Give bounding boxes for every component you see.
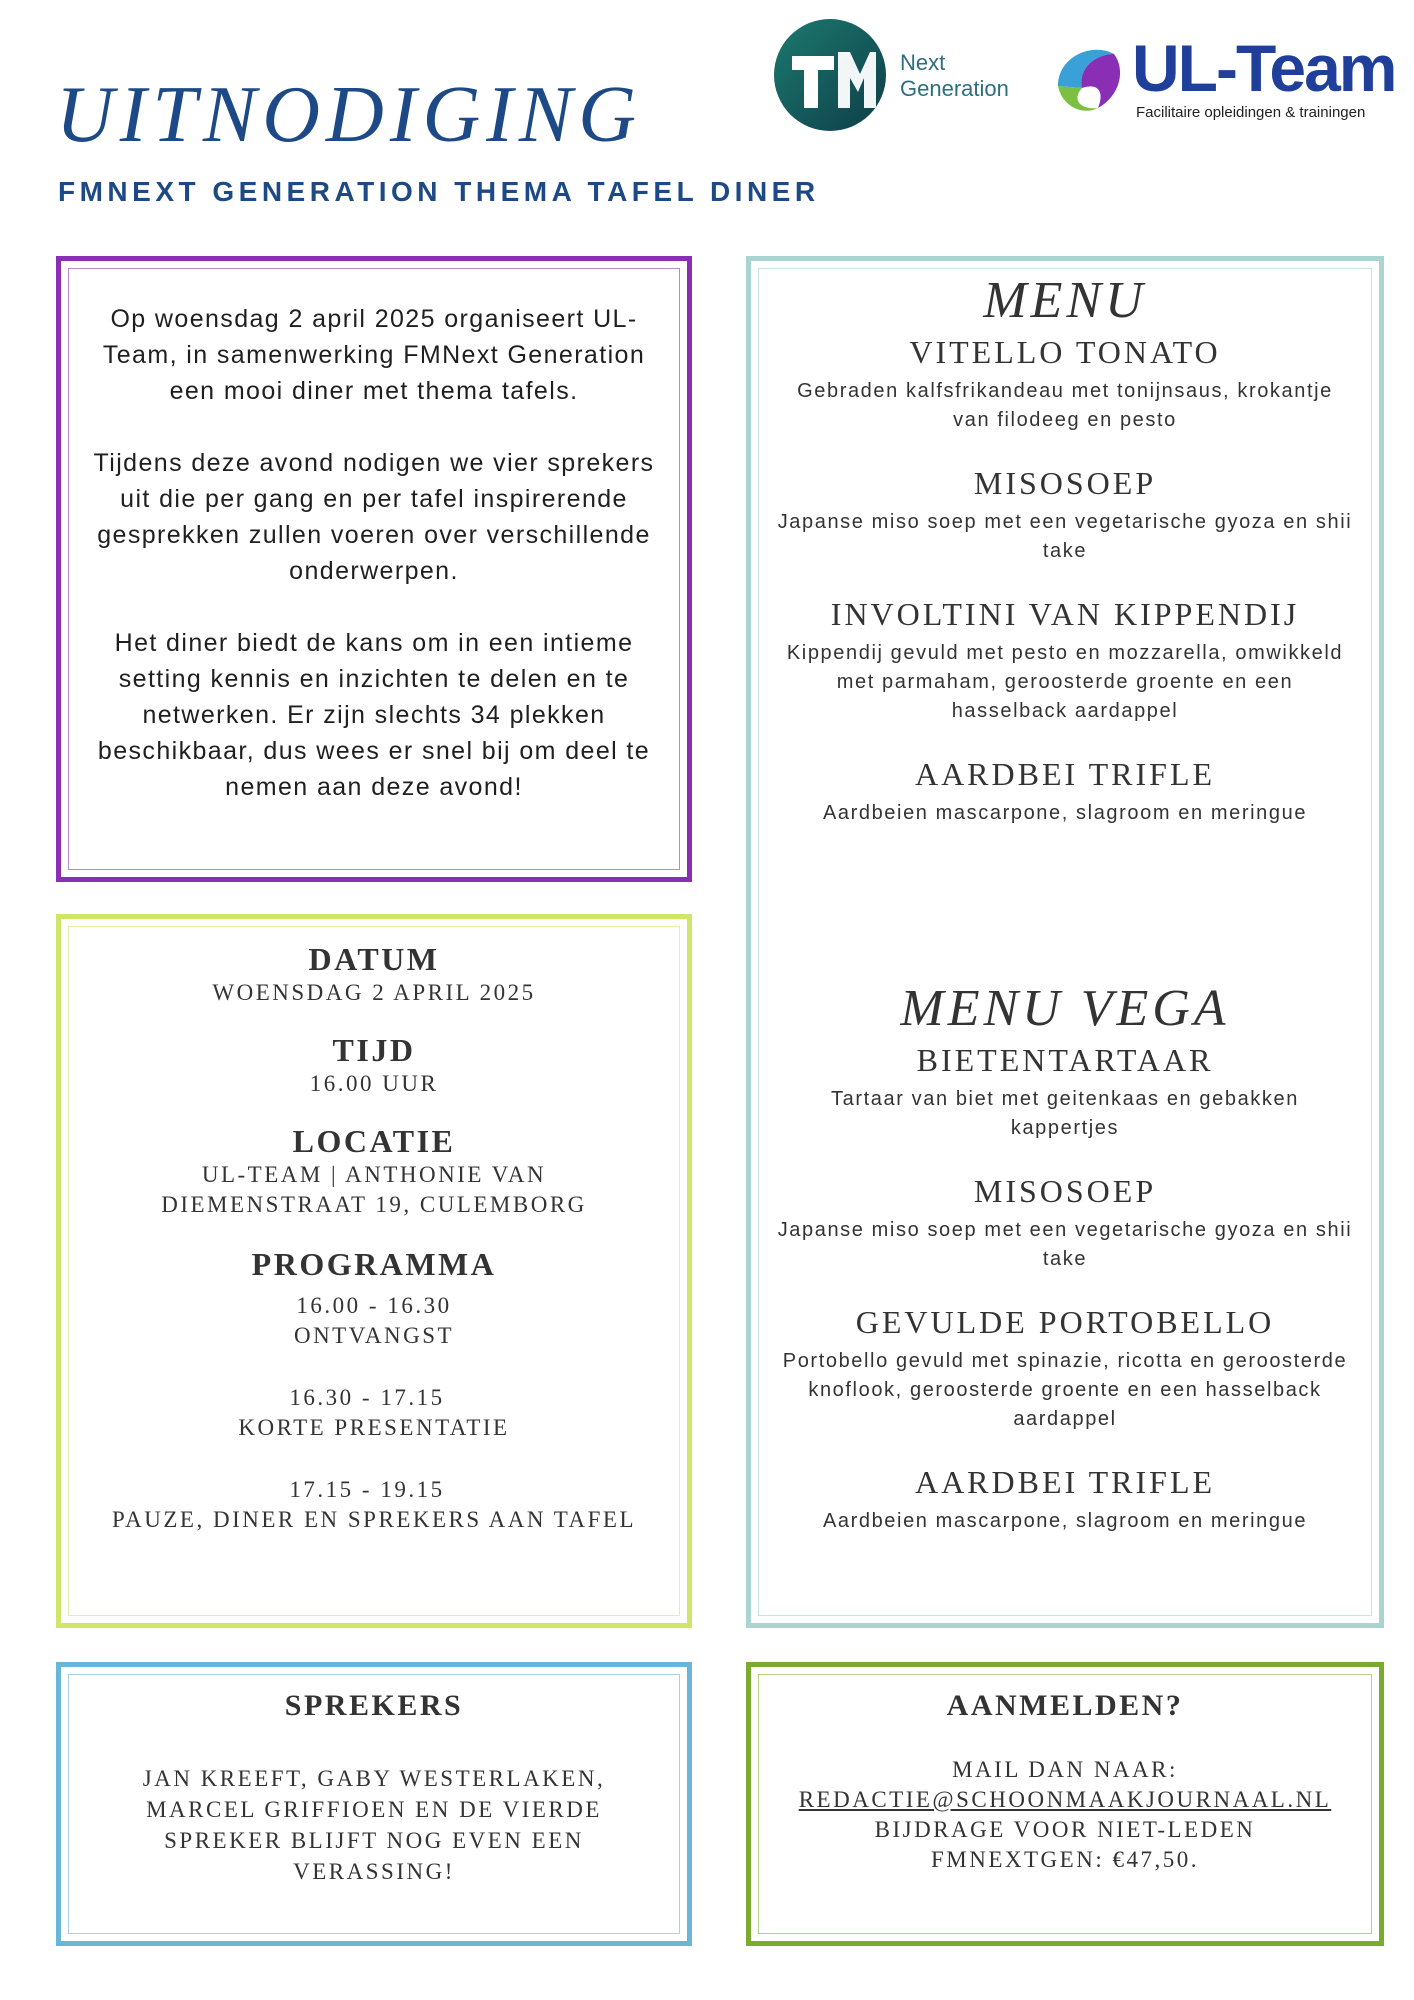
menu-vega-dish-desc: Japanse miso soep met een vegetarische gyoza en shii take [777, 1219, 1353, 1270]
menu-dish-name: VITELLO TONATO [909, 334, 1221, 370]
programma-label: PROGRAMMA [251, 1246, 497, 1282]
menu-vega-dish-desc: Aardbeien mascarpone, slagroom en meringue [822, 1510, 1308, 1532]
page-subtitle: FMNEXT GENERATION THEMA TAFEL DINER [58, 176, 820, 207]
event-info-content [61, 941, 687, 1535]
menu-vega-dish-name: GEVULDE PORTOBELLO [855, 1304, 1275, 1340]
menu-vega-dish-desc: Tartaar van biet met geitenkaas en gebakken kappertjes [831, 1088, 1299, 1139]
fm-logo-line1: Next [900, 50, 946, 75]
fm-next-generation-logo [772, 16, 1012, 134]
ul-team-tagline: Facilitaire opleidingen & trainingen [1136, 104, 1366, 121]
menu-vega-dish-name: MISOSOEP [973, 1173, 1157, 1209]
menu-dish-name: INVOLTINI VAN KIPPENDIJ [830, 596, 1300, 632]
intro-box [56, 256, 692, 882]
programma-time: 16.00 - 16.30 [296, 1293, 452, 1318]
menu-vega-dish-desc: Portobello gevuld met spinazie, ricotta en geroosterde knoflook, geroosterde groente en een hasselback aardappel [782, 1350, 1348, 1430]
fm-logo-mark-icon [772, 16, 892, 134]
aanmelden-line3: BIJDRAGE VOOR NIET-LEDEN [874, 1817, 1256, 1842]
fm-logo-text [900, 50, 1009, 102]
sprekers-content [61, 1689, 687, 1887]
menu-section [751, 271, 1379, 828]
menu-dish-desc: Gebraden kalfsfrikandeau met tonijnsaus, krokantje van filodeeg en pesto [797, 380, 1333, 431]
fm-logo-line2: Generation [900, 76, 1009, 101]
page-title: UITNODIGING [56, 71, 642, 159]
aanmelden-box [746, 1662, 1384, 1946]
sprekers-box [56, 1662, 692, 1946]
programma-time: 17.15 - 19.15 [289, 1477, 445, 1502]
sprekers-text: JAN KREEFT, GABY WESTERLAKEN, MARCEL GRIFFIOEN EN DE VIERDE SPREKER BLIJFT NOG EVEN EEN VERASSING! [142, 1766, 606, 1884]
menu-dish-desc: Japanse miso soep met een vegetarische gyoza en shii take [777, 511, 1353, 562]
ul-team-swirl-icon [1048, 36, 1130, 126]
programma-activity: PAUZE, DINER EN SPREKERS AAN TAFEL [111, 1507, 637, 1532]
aanmelden-title: AANMELDEN? [946, 1689, 1184, 1722]
email-link[interactable]: REDACTIE@SCHOONMAAKJOURNAAL.NL [798, 1787, 1332, 1812]
programma-time: 16.30 - 17.15 [289, 1385, 445, 1410]
event-info-box [56, 914, 692, 1628]
menu-dish-name: MISOSOEP [973, 465, 1157, 501]
menu-title: MENU [983, 272, 1147, 329]
aanmelden-content [751, 1689, 1379, 1875]
aanmelden-line1: MAIL DAN NAAR: [952, 1757, 1178, 1782]
ul-team-logo [1048, 31, 1398, 126]
locatie-label: LOCATIE [292, 1123, 456, 1159]
tijd-value: 16.00 UUR [309, 1071, 439, 1096]
menu-vega-dish-name: BIETENTARTAAR [916, 1042, 1214, 1078]
programma-activity: ONTVANGST [293, 1323, 455, 1348]
locatie-line2: DIEMENSTRAAT 19, CULEMBORG [161, 1192, 587, 1217]
intro-paragraph-1: Op woensdag 2 april 2025 organiseert UL-Team, in samenwerking FMNext Generation een mooi diner met thema tafels. [102, 305, 646, 405]
programma-activity: KORTE PRESENTATIE [238, 1415, 510, 1440]
menu-dish-desc: Aardbeien mascarpone, slagroom en meringue [822, 802, 1308, 824]
menu-vega-section [751, 979, 1379, 1536]
datum-label: DATUM [308, 941, 440, 977]
menu-dish-name: AARDBEI TRIFLE [914, 756, 1216, 792]
menu-vega-title: MENU VEGA [900, 980, 1230, 1037]
locatie-line1: UL-TEAM | ANTHONIE VAN [201, 1162, 547, 1187]
intro-content [61, 301, 687, 841]
menu-vega-dish-name: AARDBEI TRIFLE [914, 1464, 1216, 1500]
datum-value: WOENSDAG 2 APRIL 2025 [212, 980, 536, 1005]
menu-dish-desc: Kippendij gevuld met pesto en mozzarella, omwikkeld met parmaham, geroosterde groente en een hasselback aardappel [786, 642, 1344, 722]
intro-paragraph-2: Tijdens deze avond nodigen we vier sprekers uit die per gang en per tafel inspirerende gesprekken zullen voeren over verschillende onderwerpen. [93, 449, 655, 585]
menu-box [746, 256, 1384, 1628]
tijd-label: TIJD [332, 1032, 416, 1068]
sprekers-title: SPREKERS [284, 1689, 464, 1722]
ul-team-wordmark: UL-Team [1132, 31, 1396, 105]
intro-paragraph-3: Het diner biedt de kans om in een intieme setting kennis en inzichten te delen en te netwerken. Er zijn slechts 34 plekken beschikbaar, dus wees er snel bij om deel te nemen aan deze avond! [97, 629, 651, 801]
aanmelden-line4: FMNEXTGEN: €47,50. [931, 1847, 1199, 1872]
